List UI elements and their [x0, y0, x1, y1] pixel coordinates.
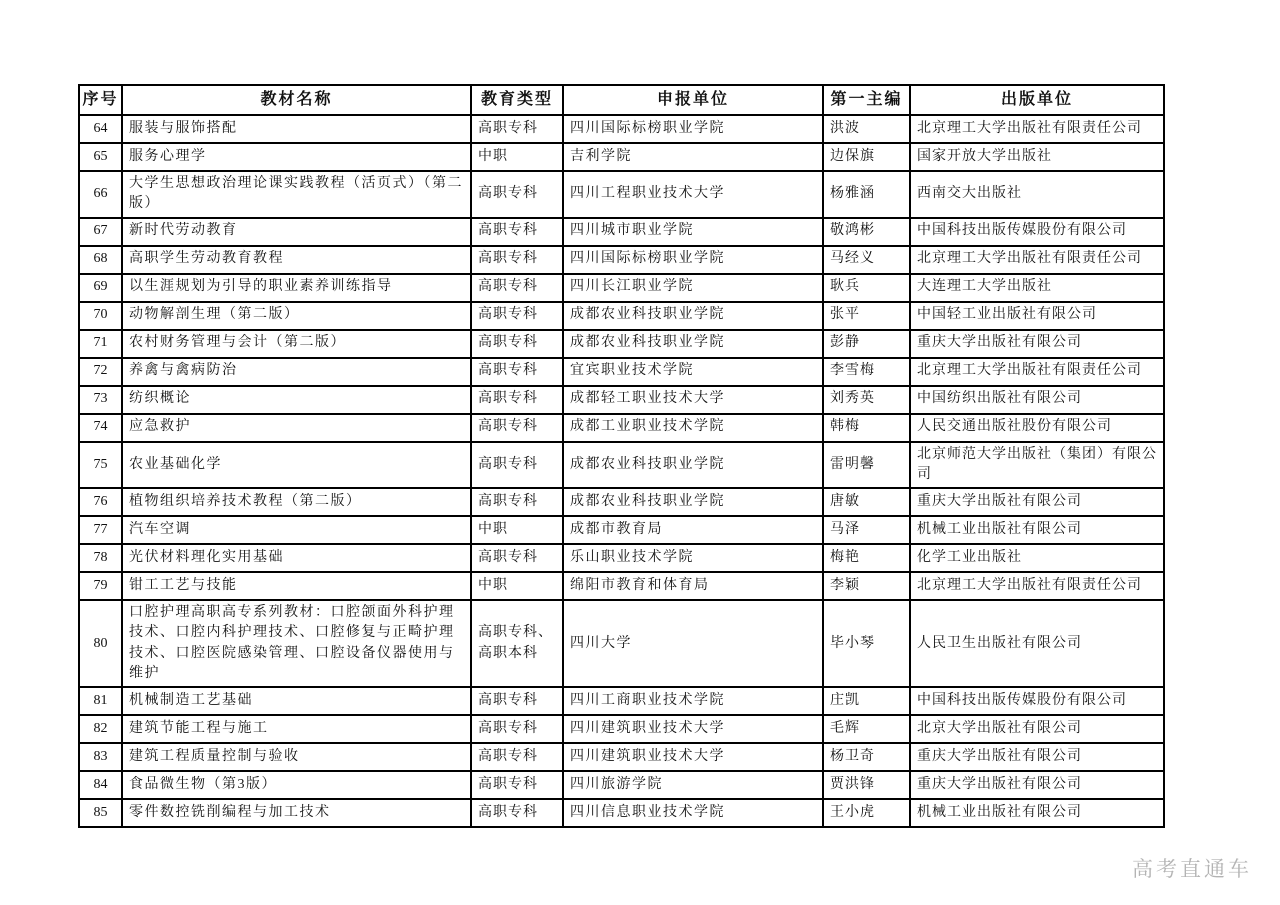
table-row — [79, 218, 1164, 246]
education-type-cell: 高职专科 — [471, 274, 563, 302]
applicant-unit-cell: 四川建筑职业技术大学 — [563, 715, 823, 743]
first-editor-cell: 韩梅 — [823, 414, 910, 442]
education-type-cell: 高职专科 — [471, 687, 563, 715]
table-row — [79, 572, 1164, 600]
publisher-cell: 机械工业出版社有限公司 — [910, 516, 1164, 544]
publisher-cell: 西南交大出版社 — [910, 171, 1164, 218]
textbook-name-cell: 大学生思想政治理论课实践教程（活页式）（第二版） — [122, 171, 471, 218]
applicant-unit-cell: 吉利学院 — [563, 143, 823, 171]
serial-number-cell: 69 — [79, 274, 122, 302]
education-type-cell: 中职 — [471, 572, 563, 600]
publisher-cell: 大连理工大学出版社 — [910, 274, 1164, 302]
table-body — [79, 115, 1164, 827]
first-editor-cell: 杨卫奇 — [823, 743, 910, 771]
publisher-cell: 人民交通出版社股份有限公司 — [910, 414, 1164, 442]
column-header-education-type: 教育类型 — [471, 85, 563, 115]
publisher-cell: 北京理工大学出版社有限责任公司 — [910, 246, 1164, 274]
education-type-cell: 中职 — [471, 143, 563, 171]
table-row — [79, 687, 1164, 715]
education-type-cell: 高职专科 — [471, 771, 563, 799]
applicant-unit-cell: 四川工商职业技术学院 — [563, 687, 823, 715]
education-type-cell: 高职专科 — [471, 799, 563, 827]
watermark-text: 高考直通车 — [1132, 858, 1252, 881]
first-editor-cell: 贾洪锋 — [823, 771, 910, 799]
first-editor-cell: 李颖 — [823, 572, 910, 600]
textbook-name-cell: 应急救护 — [122, 414, 471, 442]
applicant-unit-cell: 乐山职业技术学院 — [563, 544, 823, 572]
publisher-cell: 重庆大学出版社有限公司 — [910, 771, 1164, 799]
column-header-textbook-name: 教材名称 — [122, 85, 471, 115]
textbook-name-cell: 高职学生劳动教育教程 — [122, 246, 471, 274]
serial-number-cell: 85 — [79, 799, 122, 827]
education-type-cell: 高职专科 — [471, 218, 563, 246]
education-type-cell: 高职专科 — [471, 330, 563, 358]
textbook-name-cell: 植物组织培养技术教程（第二版） — [122, 488, 471, 516]
table-row — [79, 358, 1164, 386]
publisher-cell: 重庆大学出版社有限公司 — [910, 743, 1164, 771]
applicant-unit-cell: 四川长江职业学院 — [563, 274, 823, 302]
serial-number-cell: 73 — [79, 386, 122, 414]
education-type-cell: 中职 — [471, 516, 563, 544]
first-editor-cell: 边保旗 — [823, 143, 910, 171]
education-type-cell: 高职专科 — [471, 715, 563, 743]
serial-number-cell: 78 — [79, 544, 122, 572]
first-editor-cell: 敬鸿彬 — [823, 218, 910, 246]
first-editor-cell: 彭静 — [823, 330, 910, 358]
textbook-name-cell: 建筑节能工程与施工 — [122, 715, 471, 743]
first-editor-cell: 杨雅涵 — [823, 171, 910, 218]
first-editor-cell: 耿兵 — [823, 274, 910, 302]
column-header-serial-number: 序号 — [79, 85, 122, 115]
first-editor-cell: 马泽 — [823, 516, 910, 544]
education-type-cell: 高职专科 — [471, 246, 563, 274]
applicant-unit-cell: 四川信息职业技术学院 — [563, 799, 823, 827]
applicant-unit-cell: 四川工程职业技术大学 — [563, 171, 823, 218]
publisher-cell: 机械工业出版社有限公司 — [910, 799, 1164, 827]
textbook-name-cell: 新时代劳动教育 — [122, 218, 471, 246]
table-row — [79, 600, 1164, 687]
textbook-name-cell: 机械制造工艺基础 — [122, 687, 471, 715]
applicant-unit-cell: 成都轻工职业技术大学 — [563, 386, 823, 414]
table-row — [79, 743, 1164, 771]
table-row — [79, 771, 1164, 799]
textbook-name-cell: 农村财务管理与会计（第二版） — [122, 330, 471, 358]
textbook-name-cell: 动物解剖生理（第二版） — [122, 302, 471, 330]
applicant-unit-cell: 成都工业职业技术学院 — [563, 414, 823, 442]
applicant-unit-cell: 成都农业科技职业学院 — [563, 488, 823, 516]
textbook-name-cell: 纺织概论 — [122, 386, 471, 414]
textbook-name-cell: 农业基础化学 — [122, 442, 471, 489]
publisher-cell: 北京理工大学出版社有限责任公司 — [910, 572, 1164, 600]
textbook-name-cell: 口腔护理高职高专系列教材：口腔颌面外科护理技术、口腔内科护理技术、口腔修复与正畸护理技术、口腔医院感染管理、口腔设备仪器使用与维护 — [122, 600, 471, 687]
publisher-cell: 中国科技出版传媒股份有限公司 — [910, 687, 1164, 715]
serial-number-cell: 80 — [79, 600, 122, 687]
column-header-publisher: 出版单位 — [910, 85, 1164, 115]
publisher-cell: 北京师范大学出版社（集团）有限公司 — [910, 442, 1164, 489]
textbook-name-cell: 服装与服饰搭配 — [122, 115, 471, 143]
table-row — [79, 442, 1164, 489]
table-row — [79, 302, 1164, 330]
table-row — [79, 715, 1164, 743]
publisher-cell: 中国纺织出版社有限公司 — [910, 386, 1164, 414]
serial-number-cell: 68 — [79, 246, 122, 274]
first-editor-cell: 毛辉 — [823, 715, 910, 743]
applicant-unit-cell: 成都农业科技职业学院 — [563, 330, 823, 358]
education-type-cell: 高职专科 — [471, 302, 563, 330]
table-row — [79, 414, 1164, 442]
applicant-unit-cell: 成都市教育局 — [563, 516, 823, 544]
serial-number-cell: 75 — [79, 442, 122, 489]
table-row — [79, 386, 1164, 414]
table-header-row — [79, 85, 1164, 115]
table-row — [79, 274, 1164, 302]
textbook-name-cell: 养禽与禽病防治 — [122, 358, 471, 386]
first-editor-cell: 王小虎 — [823, 799, 910, 827]
table-row — [79, 115, 1164, 143]
table-row — [79, 330, 1164, 358]
applicant-unit-cell: 四川城市职业学院 — [563, 218, 823, 246]
textbook-name-cell: 服务心理学 — [122, 143, 471, 171]
table-row — [79, 246, 1164, 274]
publisher-cell: 中国科技出版传媒股份有限公司 — [910, 218, 1164, 246]
first-editor-cell: 唐敏 — [823, 488, 910, 516]
first-editor-cell: 洪波 — [823, 115, 910, 143]
applicant-unit-cell: 宜宾职业技术学院 — [563, 358, 823, 386]
education-type-cell: 高职专科 — [471, 442, 563, 489]
serial-number-cell: 84 — [79, 771, 122, 799]
serial-number-cell: 74 — [79, 414, 122, 442]
publisher-cell: 北京理工大学出版社有限责任公司 — [910, 358, 1164, 386]
textbook-name-cell: 食品微生物（第3版） — [122, 771, 471, 799]
publisher-cell: 北京大学出版社有限公司 — [910, 715, 1164, 743]
applicant-unit-cell: 四川旅游学院 — [563, 771, 823, 799]
textbook-name-cell: 光伏材料理化实用基础 — [122, 544, 471, 572]
serial-number-cell: 67 — [79, 218, 122, 246]
applicant-unit-cell: 绵阳市教育和体育局 — [563, 572, 823, 600]
applicant-unit-cell: 四川国际标榜职业学院 — [563, 246, 823, 274]
serial-number-cell: 70 — [79, 302, 122, 330]
first-editor-cell: 毕小琴 — [823, 600, 910, 687]
publisher-cell: 重庆大学出版社有限公司 — [910, 488, 1164, 516]
education-type-cell: 高职专科 — [471, 414, 563, 442]
first-editor-cell: 庄凯 — [823, 687, 910, 715]
column-header-first-editor: 第一主编 — [823, 85, 910, 115]
serial-number-cell: 66 — [79, 171, 122, 218]
table-row — [79, 516, 1164, 544]
publisher-cell: 人民卫生出版社有限公司 — [910, 600, 1164, 687]
table-row — [79, 544, 1164, 572]
education-type-cell: 高职专科、高职本科 — [471, 600, 563, 687]
textbook-name-cell: 以生涯规划为引导的职业素养训练指导 — [122, 274, 471, 302]
serial-number-cell: 83 — [79, 743, 122, 771]
textbook-approval-table — [78, 84, 1165, 828]
first-editor-cell: 梅艳 — [823, 544, 910, 572]
first-editor-cell: 马经义 — [823, 246, 910, 274]
serial-number-cell: 64 — [79, 115, 122, 143]
education-type-cell: 高职专科 — [471, 743, 563, 771]
publisher-cell: 北京理工大学出版社有限责任公司 — [910, 115, 1164, 143]
serial-number-cell: 72 — [79, 358, 122, 386]
education-type-cell: 高职专科 — [471, 488, 563, 516]
publisher-cell: 国家开放大学出版社 — [910, 143, 1164, 171]
applicant-unit-cell: 四川建筑职业技术大学 — [563, 743, 823, 771]
education-type-cell: 高职专科 — [471, 115, 563, 143]
table-row — [79, 143, 1164, 171]
education-type-cell: 高职专科 — [471, 358, 563, 386]
serial-number-cell: 81 — [79, 687, 122, 715]
textbook-name-cell: 钳工工艺与技能 — [122, 572, 471, 600]
education-type-cell: 高职专科 — [471, 171, 563, 218]
textbook-name-cell: 建筑工程质量控制与验收 — [122, 743, 471, 771]
first-editor-cell: 张平 — [823, 302, 910, 330]
publisher-cell: 化学工业出版社 — [910, 544, 1164, 572]
serial-number-cell: 65 — [79, 143, 122, 171]
first-editor-cell: 雷明馨 — [823, 442, 910, 489]
table-row — [79, 799, 1164, 827]
applicant-unit-cell: 四川国际标榜职业学院 — [563, 115, 823, 143]
serial-number-cell: 71 — [79, 330, 122, 358]
applicant-unit-cell: 成都农业科技职业学院 — [563, 302, 823, 330]
applicant-unit-cell: 成都农业科技职业学院 — [563, 442, 823, 489]
publisher-cell: 中国轻工业出版社有限公司 — [910, 302, 1164, 330]
table-row — [79, 488, 1164, 516]
column-header-applicant-unit: 申报单位 — [563, 85, 823, 115]
first-editor-cell: 李雪梅 — [823, 358, 910, 386]
education-type-cell: 高职专科 — [471, 544, 563, 572]
serial-number-cell: 79 — [79, 572, 122, 600]
serial-number-cell: 82 — [79, 715, 122, 743]
applicant-unit-cell: 四川大学 — [563, 600, 823, 687]
serial-number-cell: 76 — [79, 488, 122, 516]
first-editor-cell: 刘秀英 — [823, 386, 910, 414]
table-row — [79, 171, 1164, 218]
publisher-cell: 重庆大学出版社有限公司 — [910, 330, 1164, 358]
textbook-name-cell: 零件数控铣削编程与加工技术 — [122, 799, 471, 827]
textbook-name-cell: 汽车空调 — [122, 516, 471, 544]
education-type-cell: 高职专科 — [471, 386, 563, 414]
serial-number-cell: 77 — [79, 516, 122, 544]
